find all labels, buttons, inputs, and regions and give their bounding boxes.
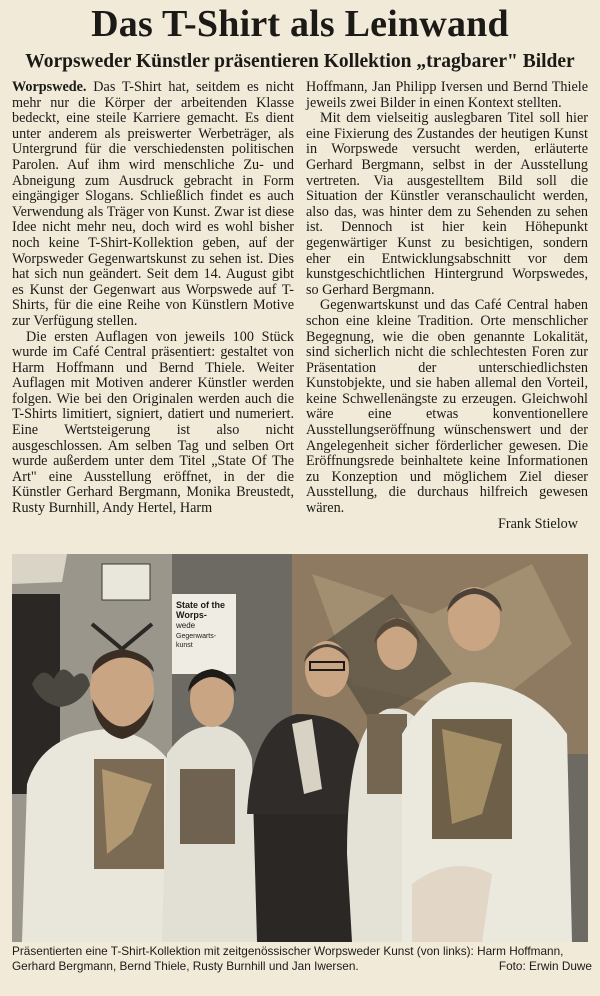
- poster-line: Worps-: [176, 610, 207, 620]
- paragraph: Die ersten Auflagen von jeweils 100 Stück wurde im Café Central präsentiert: gestaltet von Harm Hoffmann und Bernd Thiele. Weiter Auflagen mit Motiven anderer Künstler werden folgen. Wie bei den Originalen werden auch die T-Shirts limitiert, signiert, datiert und numeriert. Eine Wertsteigerung ist also nicht ausgeschlossen. Am selben Tag und selben Ort wurde außerdem unter dem Titel „State Of The Art" eine Ausstellung eröffnet, in der die Künstler Gerhard Bergmann, Monika Breustedt, Rusty Burnhill, Andy Hertel, Harm: [12, 328, 294, 517]
- exhibition-poster: [172, 594, 236, 674]
- dateline: Worpswede.: [12, 79, 87, 95]
- photo-illustration: [12, 554, 588, 942]
- article-column-right: [306, 80, 588, 532]
- article-subheadline: Worpsweder Künstler präsentieren Kollektion „tragbarer" Bilder: [25, 51, 575, 72]
- article-column-left: [12, 80, 294, 517]
- lamp: [12, 554, 67, 584]
- t-shirt-artwork: [367, 714, 407, 794]
- poster-line: State of the: [176, 600, 226, 610]
- poster-line: kunst: [176, 642, 193, 649]
- author-byline: Frank Stielow: [498, 515, 578, 532]
- poster-line: Gegenwarts-: [176, 633, 217, 640]
- photo-caption: [12, 944, 592, 974]
- photo-credit: Foto: Erwin Duwe: [498, 959, 592, 973]
- poster-line: wede: [176, 621, 196, 630]
- news-photo: [12, 554, 588, 942]
- wall-sign: [102, 564, 150, 600]
- paragraph: Gegenwartskunst und das Café Central haben schon eine kleine Tradition. Orte menschlicher Begegnung, wie die oben genannte Lokalität, sind sicherlich nicht die schlechtesten Foren zur Präsentation der unterschiedlichsten Kunstobjekte, und sie haben allemal den Vorteil, keine Schwellenängste zu erzeugen. Gleichwohl wäre eine etwas konventionellere Ausstellungseröffnung wünschenswert und der Angelegenheit sicher förderlicher gewesen. Die Eröffnungsrede beinhaltete keine Informationen zu Konzeption und möglichem Ziel dieser Ausstellung, die durchaus hilfreich gewesen wären.: [306, 297, 588, 517]
- t-shirt-artwork: [180, 769, 235, 844]
- article-headline: Das T-Shirt als Leinwand: [91, 3, 509, 45]
- paragraph: Mit dem vielseitig auslegbaren Titel soll hier eine Fixierung des Zustandes der heutigen Kunst in Worpswede versucht werden, erläuterte Gerhard Bergmann, selbst in der Ausstellung vertreten. Via ausgestelltem Bild soll die Situation der Künstler veranschaulicht werden, also das, was hinter dem zu Sehenden zu sehen ist. Dennoch ist hier kein Höhepunkt gegenwärtiger Kunst zu besichtigen, sondern eher ein Entwicklungsabschnitt vor dem kunstgeschichtlichen Hintergrund Worpswedes, so Gerhard Bergmann.: [306, 110, 588, 298]
- paragraph-continuation: Hoffmann, Jan Philipp Iversen und Bernd Thiele jeweils zwei Bilder in einen Kontext stellten.: [306, 79, 588, 111]
- caption-text: Präsentierten eine T-Shirt-Kollektion mit zeitgenössischer Worpsweder Kunst (von links): Harm Hoffmann, Gerhard Bergmann, Bernd Thiele, Rusty Burnhill und Jan Iwersen.: [12, 944, 564, 973]
- paragraph: [12, 80, 294, 330]
- paragraph-text: Das T-Shirt hat, seitdem es nicht mehr nur die Körper der arbeitenden Klasse bedeckt, eine steile Karriere gemacht. Es dient unter anderem als preiswerter Werbeträger, als Untergrund für die verschiedensten politischen Parolen. Auf ihm wird menschliche Zu- und Abneigung zum Ausdruck gebracht in Form eingängiger Slogans. Schließlich findet es auch Verwendung als Träger von Kunst. Zwar ist diese Idee nicht mehr neu, doch wird es wohl bisher noch keine T-Shirt-Kollektion geben, auf der Worpsweder Gegenwartskunst zu sehen ist. Dies hat sich nun geändert. Seit dem 14. August gibt es Kunst der Gegenwart aus Worpswede auf T-Shirts, für die eine Reihe von Künstlern Motive zur Verfügung stellen.: [12, 79, 295, 329]
